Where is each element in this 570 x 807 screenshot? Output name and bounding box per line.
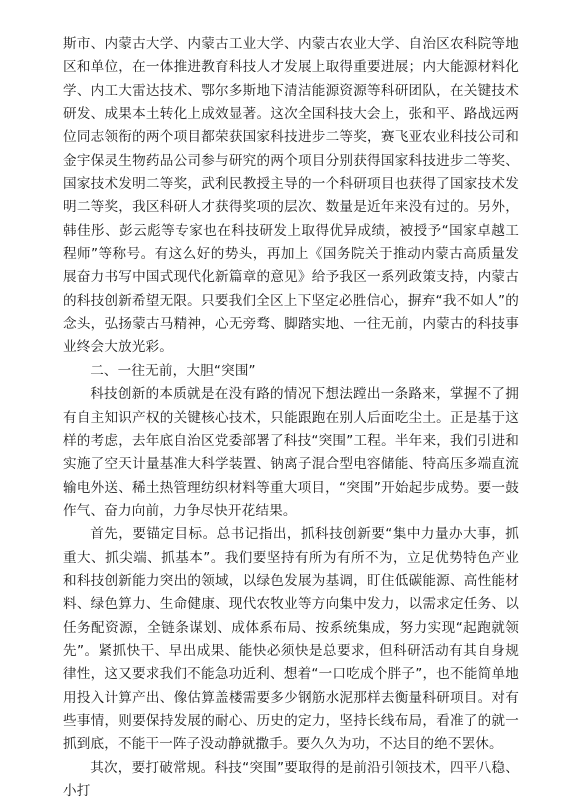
section-heading: 二、一往无前，大胆“突围” (90, 362, 256, 379)
paragraph-second-break-routine: 其次，要打破常规。科技“突围”要取得的是前沿引领技术，四平八稳、小打 (63, 759, 519, 799)
paragraph-first-target: 首先，要锚定目标。总书记指出，抓科技创新要“集中力量办大事，抓重大、抓尖端、抓基本”。我们要坚持有所为有所不为，立足优势特色产业和科技创新能力突出的领域，以绿色发展为基调，盯住低碳能源、高性能材料、绿色算力、生命健康、现代农牧业等方向集中发力，以需求定任务、以任务配资源，全链条谋划、成体系布局、按系统集成，努力实现“起跑就领先”。紧抓快干、早出成果、能快必须快是总要求，但科研活动有其自身规律性，这又要求我们不能急功近利、想着“一口吃成个胖子”，也不能简单地用投入计算产出、像估算盖楼需要多少钢筋水泥那样去衡量科研项目。对有些事情，则要保持发展的耐心、历史的定力，坚持长线布局，看准了的就一抓到底，不能干一阵子没动静就撒手。要久久为功，不达目的绝不罢休。 (63, 526, 519, 753)
article-body (63, 33, 519, 803)
paragraph-tech-innovation: 科技创新的本质就是在没有路的情况下想法蹚出一条路来，掌握不了拥有自主知识产权的关键核心技术，只能跟跑在别人后面吃尘土。正是基于这样的考虑，去年底自治区党委部署了科技“突围”工程。半年来，我们引进和实施了空天计量基准大科学装置、钠离子混合型电容储能、特高压多端直流输电外送、稀土热管理纺织材料等重大项目，“突围”开始起步成势。要一鼓作气、奋力向前，力争尽快开花结果。 (63, 386, 519, 519)
paragraph-continued: 斯市、内蒙古大学、内蒙古工业大学、内蒙古农业大学、自治区农科院等地区和单位，在一体推进教育科技人才发展上取得重要进展；内大能源材料化学、内工大雷达技术、鄂尔多斯地下清洁能源资源等科研团队，在关键技术研发、成果本土转化上成效显著。这次全国科技大会上，张和平、路战远两位同志领衔的两个项目都荣获国家科技进步二等奖，赛飞亚农业科技公司和金宇保灵生物药品公司参与研究的两个项目分别获得国家科技进步二等奖、国家技术发明二等奖，武利民教授主导的一个科研项目也获得了国家技术发明二等奖，我区科研人才获得奖项的层次、数量是近年来没有过的。另外，韩佳彤、彭云彪等专家也在科技研发上取得优异成绩，被授予“国家卓越工程师”等称号。有这么好的势头，再加上《国务院关于推动内蒙古高质量发展奋力书写中国式现代化新篇章的意见》给予我区一系列政策支持，内蒙古的科技创新希望无限。只要我们全区上下坚定必胜信心，摒弃“我不如人”的念头，弘扬蒙古马精神，心无旁骛、脚踏实地、一往无前，内蒙古的科技事业终会大放光彩。 (63, 36, 519, 356)
